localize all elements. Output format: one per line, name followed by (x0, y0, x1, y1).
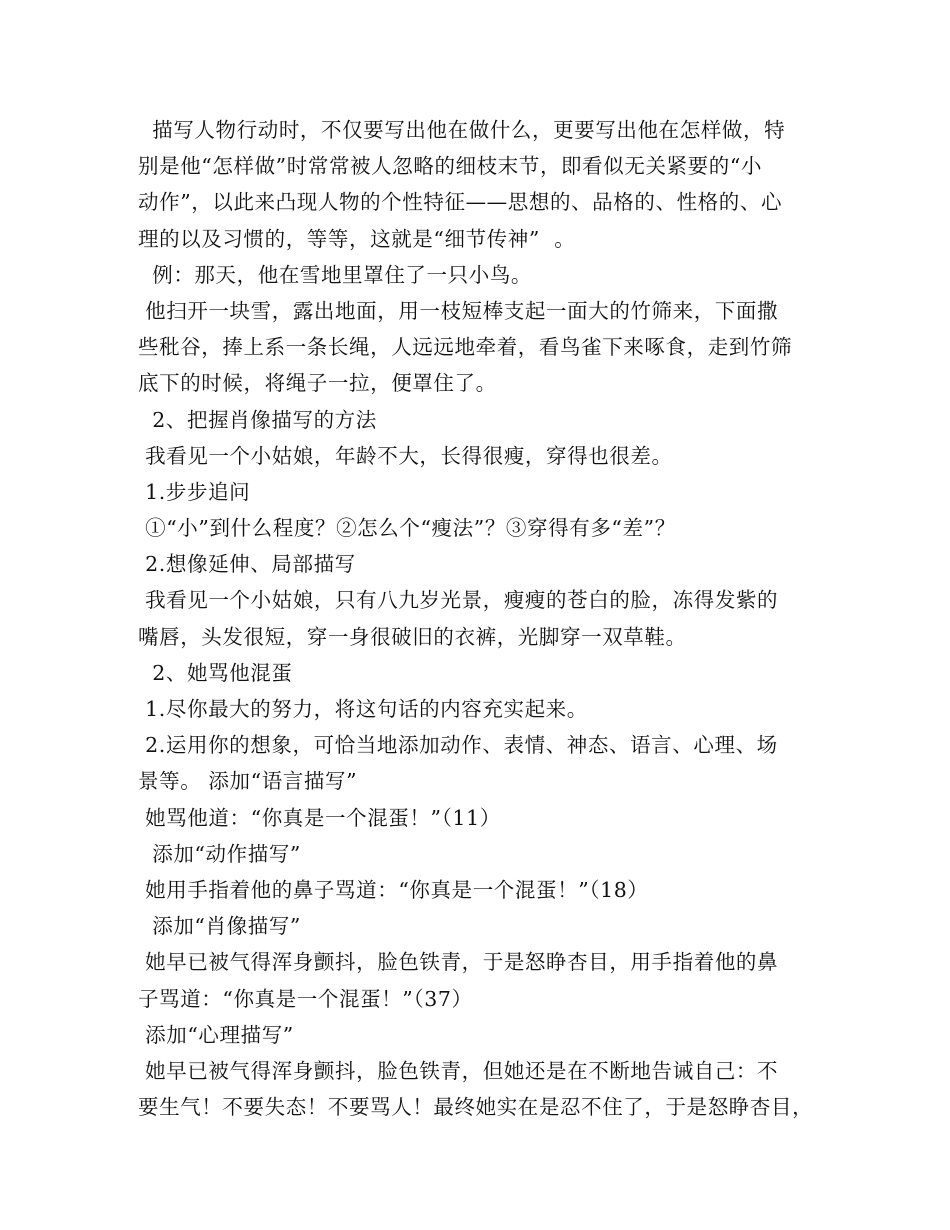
section-heading: 2、她骂他混蛋 (138, 660, 293, 685)
text-line: 她骂他道：“你真是一个混蛋！”（11） (138, 805, 501, 830)
text-line: 理的以及习惯的，等等，这就是“细节传神” 。 (138, 226, 576, 251)
text-line: 我看见一个小姑娘，只有八九岁光景，瘦瘦的苍白的脸，冻得发紫的 (138, 588, 779, 613)
step-heading: 1.尽你最大的努力，将这句话的内容充实起来。 (138, 697, 588, 721)
text-line: 她早已被气得浑身颤抖，脸色铁青，于是怒睁杏目，用手指着他的鼻 (138, 950, 779, 975)
body-text (138, 112, 828, 1125)
step-heading: 2.运用你的想象，可恰当地添加动作、表情、神态、语言、心理、场 (138, 733, 778, 758)
text-line: 我看见一个小姑娘，年龄不大，长得很瘦，穿得也很差。 (138, 443, 673, 468)
text-line: 动作”，以此来凸现人物的个性特征——思想的、品格的、性格的、心 (138, 190, 783, 215)
text-line: ①“小”到什么程度？②怎么个“瘦法”？③穿得有多“差”？ (138, 516, 676, 541)
text-line: 他扫开一块雪，露出地面，用一枝短棒支起一面大的竹筛来，下面撒 (138, 298, 779, 323)
subheading: 添加“肖像描写” (138, 914, 301, 939)
text-line: 她早已被气得浑身颤抖，脸色铁青，但她还是在不断地告诫自己：不 (138, 1058, 779, 1083)
text-line: 别是他“怎样做”时常常被人忽略的细枝末节，即看似无关紧要的“小 (138, 154, 763, 179)
step-heading: 2.想像延伸、局部描写 (138, 552, 356, 577)
subheading: 添加“心理描写” (138, 1022, 294, 1047)
example-line: 例：那天，他在雪地里罩住了一只小鸟。 (138, 262, 533, 287)
subheading: 添加“动作描写” (138, 841, 301, 866)
text-line: 底下的时候，将绳子一拉，便罩住了。 (138, 371, 497, 396)
text-line: 景等。 添加“语言描写” (138, 769, 358, 794)
text-line: 描写人物行动时，不仅要写出他在做什么，更要写出他在怎样做，特 (138, 118, 786, 142)
step-heading: 1.步步追问 (138, 479, 251, 504)
text-line: 她用手指着他的鼻子骂道：“你真是一个混蛋！”（18） (138, 877, 649, 902)
text-line: 些秕谷，捧上系一条长绳，人远远地牵着，看鸟雀下来啄食，走到竹筛 (138, 335, 793, 360)
section-heading: 2、把握肖像描写的方法 (138, 407, 377, 432)
text-line: 要生气！不要失态！不要骂人！最终她实在是忍不住了，于是怒睁杏目， (138, 1095, 814, 1120)
text-line: 子骂道：“你真是一个混蛋！”（37） (138, 986, 473, 1011)
text-line: 嘴唇，头发很短，穿一身很破旧的衣裤，光脚穿一双草鞋。 (138, 624, 687, 649)
